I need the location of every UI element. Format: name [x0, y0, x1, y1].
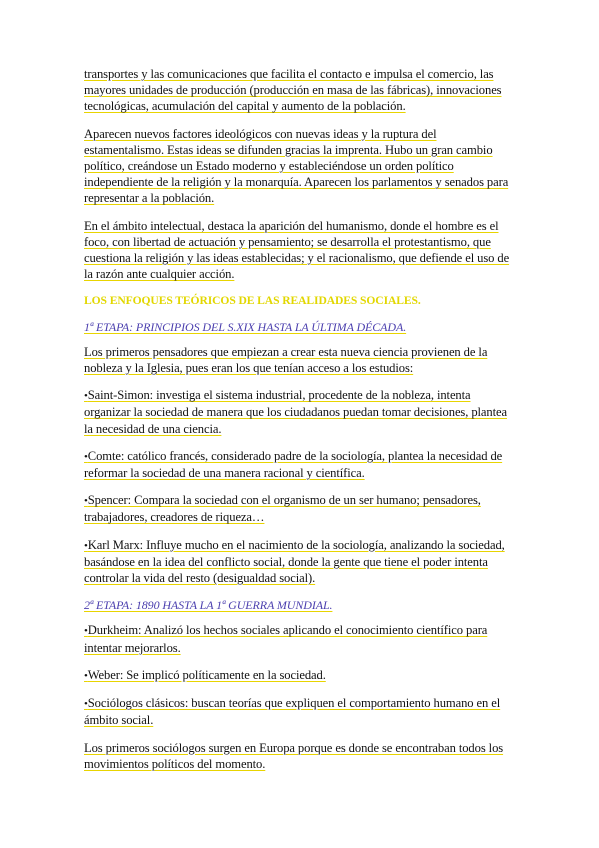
bullet-glyph: •: [84, 625, 88, 638]
section-heading: LOS ENFOQUES TEÓRICOS DE LAS REALIDADES SOCIALES.: [84, 294, 421, 308]
bullet-glyph: •: [84, 390, 88, 403]
bullet-glyph: •: [84, 539, 88, 552]
bullet-classic-sociologists: [84, 695, 515, 728]
paragraph-intellectual-sphere: En el ámbito intelectual, destaca la aparición del humanismo, donde el hombre es el foco, con libertad de actuación y pensamiento; se desarrolla el protestantismo, que cuestiona la religión y las ideas establecidas; y el racionalismo, que defiende el uso de la razón ante cualquier acción.: [84, 218, 510, 282]
bullet-text: Spencer: Compara la sociedad con el organismo de un ser humano; pensadores, trabajadores, creadores de riqueza…: [84, 493, 481, 525]
paragraph-industrial-revolution: transportes y las comunicaciones que facilita el contacto e impulsa el comercio, las mayores unidades de producción (producción en masa de las fábricas), innovaciones tecnológicas, acumulación del capital y aumento de la población.: [84, 67, 502, 114]
bullet-text: Comte: católico francés, considerado padre de la sociología, plantea la necesidad de reformar la sociedad de una manera racional y científica.: [84, 448, 503, 481]
bullet-saint-simon: [84, 387, 515, 437]
bullet-text: Saint-Simon: investiga el sistema industrial, procedente de la nobleza, intenta organizar la sociedad de manera que los ciudadanos puedan tomar decisiones, plantea la necesidad de una ciencia.: [84, 388, 507, 436]
bullet-durkheim: [84, 622, 515, 655]
stage-2-heading: 2ª ETAPA: 1890 HASTA LA 1ª GUERRA MUNDIAL.: [84, 598, 333, 613]
bullet-text: Durkheim: Analizó los hechos sociales aplicando el conocimiento científico para intentar mejorarlos.: [84, 623, 488, 655]
bullet-text: Karl Marx: Influye mucho en el nacimiento de la sociología, analizando la sociedad, basándose en la idea del conflicto social, donde la gente que tiene el poder intenta controlar la vida del resto (desigualdad social).: [84, 537, 505, 586]
bullet-comte: [84, 448, 515, 481]
bullet-glyph: •: [84, 669, 88, 682]
bullet-text: Weber: Se implicó políticamente en la sociedad.: [87, 667, 326, 682]
bullet-glyph: •: [84, 450, 88, 463]
bullet-karl-marx: [84, 537, 515, 587]
paragraph-ideological-factors: Aparecen nuevos factores ideológicos con nuevas ideas y la ruptura del estamentalismo. Estas ideas se difunden gracias la imprenta. Hubo un gran cambio político, creándose un Estado moderno y estableciéndose un orden político independiente de la religión y la monarquía. Aparecen los parlamentos y senados para representar a la población.: [84, 126, 509, 206]
bullet-weber: [84, 667, 515, 684]
bullet-glyph: •: [84, 698, 88, 711]
stage-1-heading: 1ª ETAPA: PRINCIPIOS DEL S.XIX HASTA LA ÚLTIMA DÉCADA.: [84, 319, 407, 334]
bullet-glyph: •: [84, 495, 88, 508]
paragraph-europe: Los primeros sociólogos surgen en Europa porque es donde se encontraban todos los movimientos políticos del momento.: [84, 740, 504, 771]
paragraph-first-thinkers: Los primeros pensadores que empiezan a crear esta nueva ciencia provienen de la nobleza y la Iglesia, pues eran los que tenían acceso a los estudios:: [84, 344, 488, 376]
bullet-text: Sociólogos clásicos: buscan teorías que expliquen el comportamiento humano en el ámbito social.: [84, 696, 501, 728]
bullet-spencer: [84, 492, 515, 525]
